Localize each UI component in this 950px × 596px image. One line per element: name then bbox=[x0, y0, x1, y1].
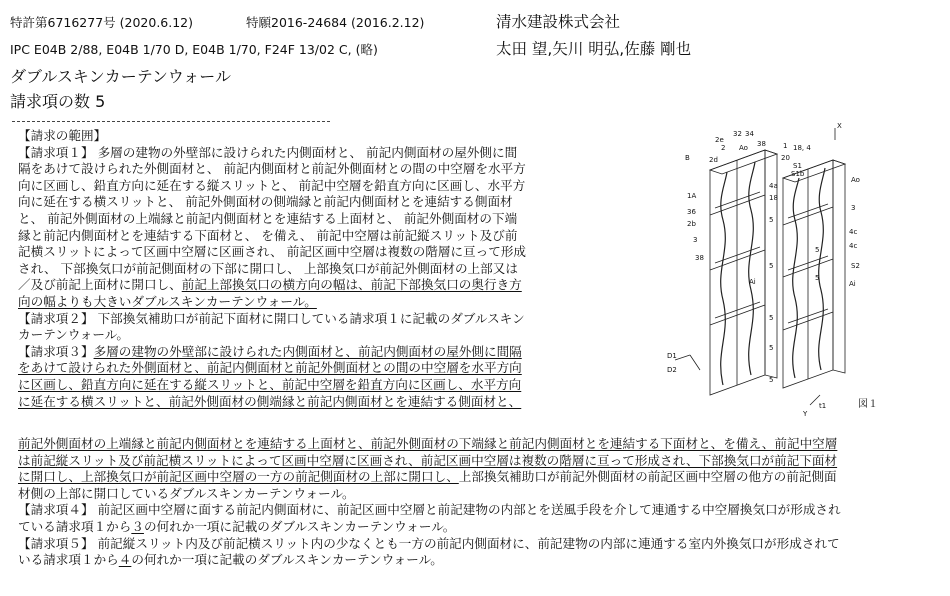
claim-line bbox=[18, 344, 526, 361]
figure-label: 36 bbox=[687, 208, 696, 216]
claim-text: ／及び前記上面材に開口し、 bbox=[18, 277, 182, 293]
claim-line: 【請求項２】 下部換気補助口が前記下面材に開口している請求項１に記載のダブルスキン bbox=[18, 310, 525, 326]
claim-line: 向に区画し、鉛直方向に延在する縦スリットと、 前記中空層を鉛直方向に区画し、水平方 bbox=[18, 177, 526, 193]
figure-label: S1 bbox=[793, 162, 802, 170]
figure-label: D2 bbox=[667, 366, 677, 374]
claim-line: 前記外側面材の上端縁と前記内側面材とを連結する上面材と、前記外側面材の下端縁と前記内側面材とを連結する下面材と、を備え、前記中空層 bbox=[18, 436, 838, 451]
ipc-classification: IPC E04B 2/88, E04B 1/70 D, E04B 1/70, F24F 13/02 C, (略) bbox=[10, 42, 378, 57]
claim-line bbox=[18, 277, 526, 294]
claim-line: をあけて設けられた外側面材と、前記内側面材と前記外側面材との間の中空層を水平方向 bbox=[18, 360, 522, 376]
figure-label: 38 bbox=[757, 140, 766, 148]
claim-line: 隔をあけて設けられた外側面材と、 前記内側面材と前記外側面材との間の中空層を水平方 bbox=[18, 161, 526, 177]
patent-drawing bbox=[665, 120, 890, 420]
claim-count: 請求項の数 5 bbox=[10, 92, 106, 111]
invention-title: ダブルスキンカーテンウォール bbox=[10, 67, 231, 86]
patent-number: 特許第6716277号 (2020.6.12) bbox=[10, 15, 194, 30]
figure-label: 5 bbox=[815, 274, 820, 282]
figure-label: 5 bbox=[769, 262, 774, 270]
claim-line: カーテンウォール。 bbox=[18, 327, 129, 343]
claim-line: され、 下部換気口が前記側面材の下部に開口し、 上部換気口が前記外側面材の上部又は bbox=[18, 260, 518, 276]
claims-upper bbox=[18, 128, 526, 410]
figure-label: D1 bbox=[667, 352, 677, 360]
claim-text-underlined: に開口し、上部換気口が前記区画中空層の一方の前記側面材の上部に開口し、 bbox=[18, 469, 459, 485]
claim-text: ている請求項１から bbox=[18, 518, 132, 534]
figure-label: 5 bbox=[769, 376, 774, 384]
claim-line: 縁と前記内側面材とを連結する下面材と、 を備え、 前記中空層は前記縦スリット及び前 bbox=[18, 227, 518, 243]
claim-text-underlined: 向の幅よりも大きいダブルスキンカーテンウォール。 bbox=[18, 293, 317, 309]
claim-text: の何れか一項に記載のダブルスキンカーテンウォール。 bbox=[131, 552, 443, 568]
figure-label: 1A bbox=[687, 192, 697, 200]
claim-line: 【請求項４】 前記区画中空層に面する前記内側面材に、前記区画中空層と前記建物の内部とを送風手段を介して連通する中空層換気口が形成され bbox=[18, 502, 841, 518]
claim-text: 上部換気補助口が前記外側面材の前記区画中空層の他方の前記側面 bbox=[458, 469, 837, 485]
figure-label: 34 bbox=[745, 130, 754, 138]
application-number: 特願2016-24684 (2016.2.12) bbox=[246, 15, 425, 30]
claim-line: と、 前記外側面材の上端縁と前記内側面材とを連結する上面材と、 前記外側面材の下端 bbox=[18, 210, 518, 226]
applicant: 清水建設株式会社 bbox=[496, 13, 621, 31]
figure-caption: 図１ bbox=[858, 399, 878, 410]
claim-number-underlined: ３ bbox=[131, 518, 144, 534]
figure-label: 2e bbox=[715, 136, 724, 144]
claims-lower bbox=[18, 436, 841, 569]
header-divider bbox=[12, 121, 330, 122]
figure-label: 38 bbox=[695, 254, 704, 262]
claim-text-underlined: 前記上部換気口の横方向の幅は、前記下部換気口の奥行き方 bbox=[181, 277, 522, 293]
claim-line: は前記縦スリット及び前記横スリットによって区画中空層に区画され、前記区画中空層は複数の階層に亘って形成され、下部換気口が前記下面材 bbox=[18, 452, 838, 468]
claim-line: 材側の上部に開口しているダブルスキンカーテンウォール。 bbox=[18, 485, 355, 501]
figure-label: Ai bbox=[849, 280, 856, 288]
claim-line bbox=[18, 552, 841, 569]
right-panel-side bbox=[833, 160, 845, 373]
claim-line bbox=[18, 294, 526, 311]
figure-label: Ao bbox=[739, 144, 748, 152]
figure-label: t1 bbox=[819, 402, 827, 410]
left-panel-face bbox=[710, 150, 765, 395]
claim-line: 【請求の範囲】 bbox=[18, 128, 107, 143]
figure-label: Ao bbox=[851, 176, 860, 184]
claim-line: に区画し、鉛直方向に延在する縦スリットと、前記中空層を鉛直方向に区画し、水平方向 bbox=[18, 376, 522, 392]
claim-number-underlined: ４ bbox=[118, 552, 132, 568]
figure-label: 4c bbox=[849, 228, 858, 236]
figure-label: S1b bbox=[791, 170, 805, 178]
claim-text: 【請求項３】 bbox=[18, 343, 94, 359]
figure-label: B bbox=[685, 154, 690, 162]
figure-label: Y bbox=[803, 410, 808, 418]
claim-line bbox=[18, 469, 841, 486]
figure-label: 2b bbox=[687, 220, 696, 228]
claim-line: 【請求項１】 多層の建物の外壁部に設けられた内側面材と、 前記内側面材の屋外側に間 bbox=[18, 144, 518, 160]
inventors: 太田 望,矢川 明弘,佐藤 剛也 bbox=[496, 40, 692, 58]
figure-label: 20 bbox=[781, 154, 790, 162]
left-panel-top bbox=[710, 150, 777, 174]
figure-label: 1 bbox=[783, 142, 788, 150]
figure-label: 5 bbox=[769, 314, 774, 322]
claim-text: いる請求項１から bbox=[18, 552, 119, 568]
claim-line bbox=[18, 519, 841, 536]
figure-label: S2 bbox=[851, 262, 860, 270]
figure-label: Ai bbox=[749, 278, 756, 286]
figure-label: 4c bbox=[849, 242, 858, 250]
figure-label: 2 bbox=[721, 144, 726, 152]
figure-label: X bbox=[837, 122, 842, 130]
claim-text: の何れか一項に記載のダブルスキンカーテンウォール。 bbox=[143, 518, 456, 534]
figure-label: 5 bbox=[769, 344, 774, 352]
claim-line: 向に延在する横スリットと、 前記外側面材の側端縁と前記内側面材とを連結する側面材 bbox=[18, 194, 513, 210]
figure-label: 2d bbox=[709, 156, 718, 164]
claim-line: 記横スリットによって区画中空層に区画され、 前記区画中空層は複数の階層に亘って形成 bbox=[18, 244, 527, 260]
figure-label: 4a bbox=[769, 182, 778, 190]
figure-label: 3 bbox=[693, 236, 698, 244]
figure-label: 5 bbox=[815, 246, 820, 254]
claim-line: に延在する横スリットと、前記外側面材の側端縁と前記内側面材とを連結する側面材と、 bbox=[18, 393, 522, 409]
claim-text-underlined: 多層の建物の外壁部に設けられた内側面材と、前記内側面材の屋外側に間隔 bbox=[93, 343, 522, 359]
claim-line: 【請求項５】 前記縦スリット内及び前記横スリット内の少なくとも一方の前記内側面材に、前記建物の内部に連通する室内外換気口が形成されて bbox=[18, 535, 840, 551]
figure-label: 5 bbox=[769, 216, 774, 224]
figure-label: 3 bbox=[851, 204, 856, 212]
figure-label: 32 bbox=[733, 130, 742, 138]
figure-label: 18, 4 bbox=[793, 144, 811, 152]
figure-label: 18 bbox=[769, 194, 778, 202]
